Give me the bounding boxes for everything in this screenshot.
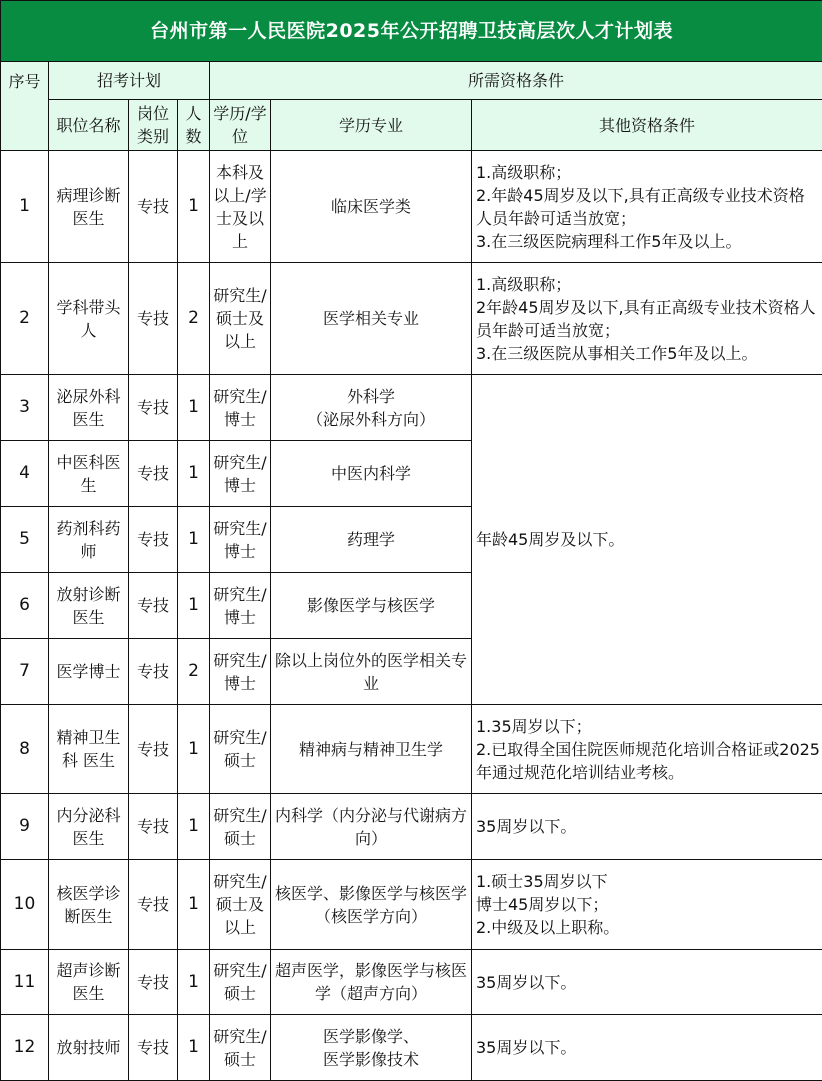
position-type-cell: 专技 [129, 950, 178, 1015]
position-name-cell: 超声诊断医生 [49, 950, 129, 1015]
condition-line: 1.硕士35周岁以下 [476, 872, 608, 891]
education-cell: 研究生/博士 [210, 573, 271, 639]
condition-line: 1.高级职称； [476, 274, 572, 294]
education-cell: 研究生/博士 [210, 375, 271, 441]
position-type-cell: 专技 [129, 375, 178, 441]
position-name-cell: 学科带头人 [49, 263, 129, 375]
education-cell: 研究生/博士 [210, 507, 271, 573]
major-cell: 药理学 [271, 507, 472, 573]
seq-cell: 4 [1, 441, 49, 507]
position-name-cell: 精神卫生科 医生 [49, 705, 129, 794]
table-row [1, 705, 822, 794]
major-cell [271, 375, 472, 441]
major-cell: 超声医学，影像医学与核医学（超声方向） [271, 950, 472, 1015]
other-conditions-merged-cell: 年龄45周岁及以下。 [472, 375, 822, 705]
other-conditions-cell [472, 860, 822, 950]
other-conditions-cell [472, 1015, 822, 1081]
position-type-cell: 专技 [129, 794, 178, 860]
headcount-cell: 1 [178, 950, 210, 1015]
header-seq-label: 序号 [8, 72, 41, 91]
position-type-cell: 专技 [129, 441, 178, 507]
position-type-cell: 专技 [129, 1015, 178, 1081]
header-headcount: 人数 [178, 100, 210, 151]
headcount-cell: 1 [178, 705, 210, 794]
position-type-cell: 专技 [129, 705, 178, 794]
header-major: 学历专业 [271, 100, 472, 151]
major-line: 医学影像技术 [322, 1049, 419, 1069]
position-name-cell: 药剂科药师 [49, 507, 129, 573]
table-row [1, 794, 822, 860]
education-cell: 研究生/硕士 [210, 794, 271, 860]
condition-line: 35周岁以下。 [476, 972, 577, 992]
major-cell: 核医学、影像医学与核医学（核医学方向） [271, 860, 472, 950]
table-row [1, 263, 822, 375]
condition-line: 35周岁以下。 [476, 817, 577, 836]
other-conditions-cell [472, 794, 822, 860]
education-cell: 研究生/博士 [210, 441, 271, 507]
education-cell: 研究生/硕士 [210, 1015, 271, 1081]
headcount-cell: 1 [178, 573, 210, 639]
headcount-cell: 1 [178, 441, 210, 507]
headcount-cell: 1 [178, 1015, 210, 1081]
other-conditions-cell [472, 950, 822, 1015]
position-name-cell: 医学博士 [49, 639, 129, 705]
table-row [1, 950, 822, 1015]
seq-cell: 5 [1, 507, 49, 573]
seq-cell: 1 [1, 151, 49, 263]
position-type-cell: 专技 [129, 639, 178, 705]
seq-cell: 2 [1, 263, 49, 375]
condition-line: 2.已取得全国住院医师规范化培训合格证或2025年通过规范化培训结业考核。 [476, 739, 820, 782]
condition-line: 2.年龄45周岁及以下,具有正高级专业技术资格人员年龄可适当放宽； [476, 185, 805, 228]
major-cell [271, 1015, 472, 1081]
education-cell: 研究生/博士 [210, 639, 271, 705]
seq-cell: 11 [1, 950, 49, 1015]
headcount-cell: 1 [178, 860, 210, 950]
condition-line: 2年龄45周岁及以下,具有正高级专业技术资格人员年龄可适当放宽； [476, 297, 816, 340]
position-type-cell: 专技 [129, 573, 178, 639]
header-other: 其他资格条件 [472, 100, 822, 151]
other-conditions-cell [472, 263, 822, 375]
position-name-cell: 放射技师 [49, 1015, 129, 1081]
position-type-cell: 专技 [129, 507, 178, 573]
major-cell: 中医内科学 [271, 441, 472, 507]
condition-line: 3.在三级医院病理科工作5年及以上。 [476, 231, 742, 251]
major-cell: 除以上岗位外的医学相关专业 [271, 639, 472, 705]
seq-cell: 3 [1, 375, 49, 441]
major-line: 医学影像学、 [322, 1026, 419, 1046]
position-type-cell: 专技 [129, 151, 178, 263]
position-name-cell: 内分泌科医生 [49, 794, 129, 860]
headcount-cell: 1 [178, 794, 210, 860]
education-cell: 研究生/硕士及以上 [210, 860, 271, 950]
major-cell: 内科学（内分泌与代谢病方向） [271, 794, 472, 860]
header-plan-group: 招考计划 [49, 62, 210, 100]
position-name-cell: 病理诊断医生 [49, 151, 129, 263]
position-type-cell: 专技 [129, 860, 178, 950]
table-row [1, 151, 822, 263]
table-row [1, 375, 822, 441]
education-cell: 本科及以上/学士及以上 [210, 151, 271, 263]
headcount-cell: 1 [178, 375, 210, 441]
education-cell: 研究生/硕士 [210, 950, 271, 1015]
table-title: 台州市第一人民医院2025年公开招聘卫技高层次人才计划表 [1, 1, 822, 62]
major-cell: 医学相关专业 [271, 263, 472, 375]
major-cell: 精神病与精神卫生学 [271, 705, 472, 794]
condition-line: 35周岁以下。 [476, 1038, 577, 1057]
header-position-name: 职位名称 [49, 100, 129, 151]
seq-cell: 10 [1, 860, 49, 950]
major-line: （泌尿外科方向） [306, 409, 435, 429]
position-name-cell: 泌尿外科医生 [49, 375, 129, 441]
other-conditions-cell [472, 705, 822, 794]
seq-cell: 8 [1, 705, 49, 794]
condition-line: 2.中级及以上职称。 [476, 918, 620, 937]
header-position-type: 岗位类别 [129, 100, 178, 151]
header-education: 学历/学位 [210, 100, 271, 151]
major-cell: 临床医学类 [271, 151, 472, 263]
headcount-cell: 2 [178, 639, 210, 705]
header-seq [1, 62, 49, 151]
condition-line: 3.在三级医院从事相关工作5年及以上。 [476, 343, 758, 363]
table-row [1, 1015, 822, 1081]
major-line: 外科学 [346, 386, 395, 406]
position-name-cell: 核医学诊断医生 [49, 860, 129, 950]
seq-cell: 9 [1, 794, 49, 860]
seq-cell: 6 [1, 573, 49, 639]
condition-line: 1.35周岁以下； [476, 716, 592, 736]
position-name-cell: 放射诊断医生 [49, 573, 129, 639]
seq-cell: 12 [1, 1015, 49, 1081]
header-qual-group: 所需资格条件 [210, 62, 822, 100]
other-conditions-cell [472, 151, 822, 263]
seq-cell: 7 [1, 639, 49, 705]
education-cell: 研究生/硕士及以上 [210, 263, 271, 375]
headcount-cell: 1 [178, 507, 210, 573]
headcount-cell: 1 [178, 151, 210, 263]
major-cell: 影像医学与核医学 [271, 573, 472, 639]
education-cell: 研究生/硕士 [210, 705, 271, 794]
position-name-cell: 中医科医生 [49, 441, 129, 507]
condition-line: 1.高级职称； [476, 162, 572, 182]
headcount-cell: 2 [178, 263, 210, 375]
position-type-cell: 专技 [129, 263, 178, 375]
table-row [1, 860, 822, 950]
condition-line: 博士45周岁以下； [476, 895, 609, 914]
